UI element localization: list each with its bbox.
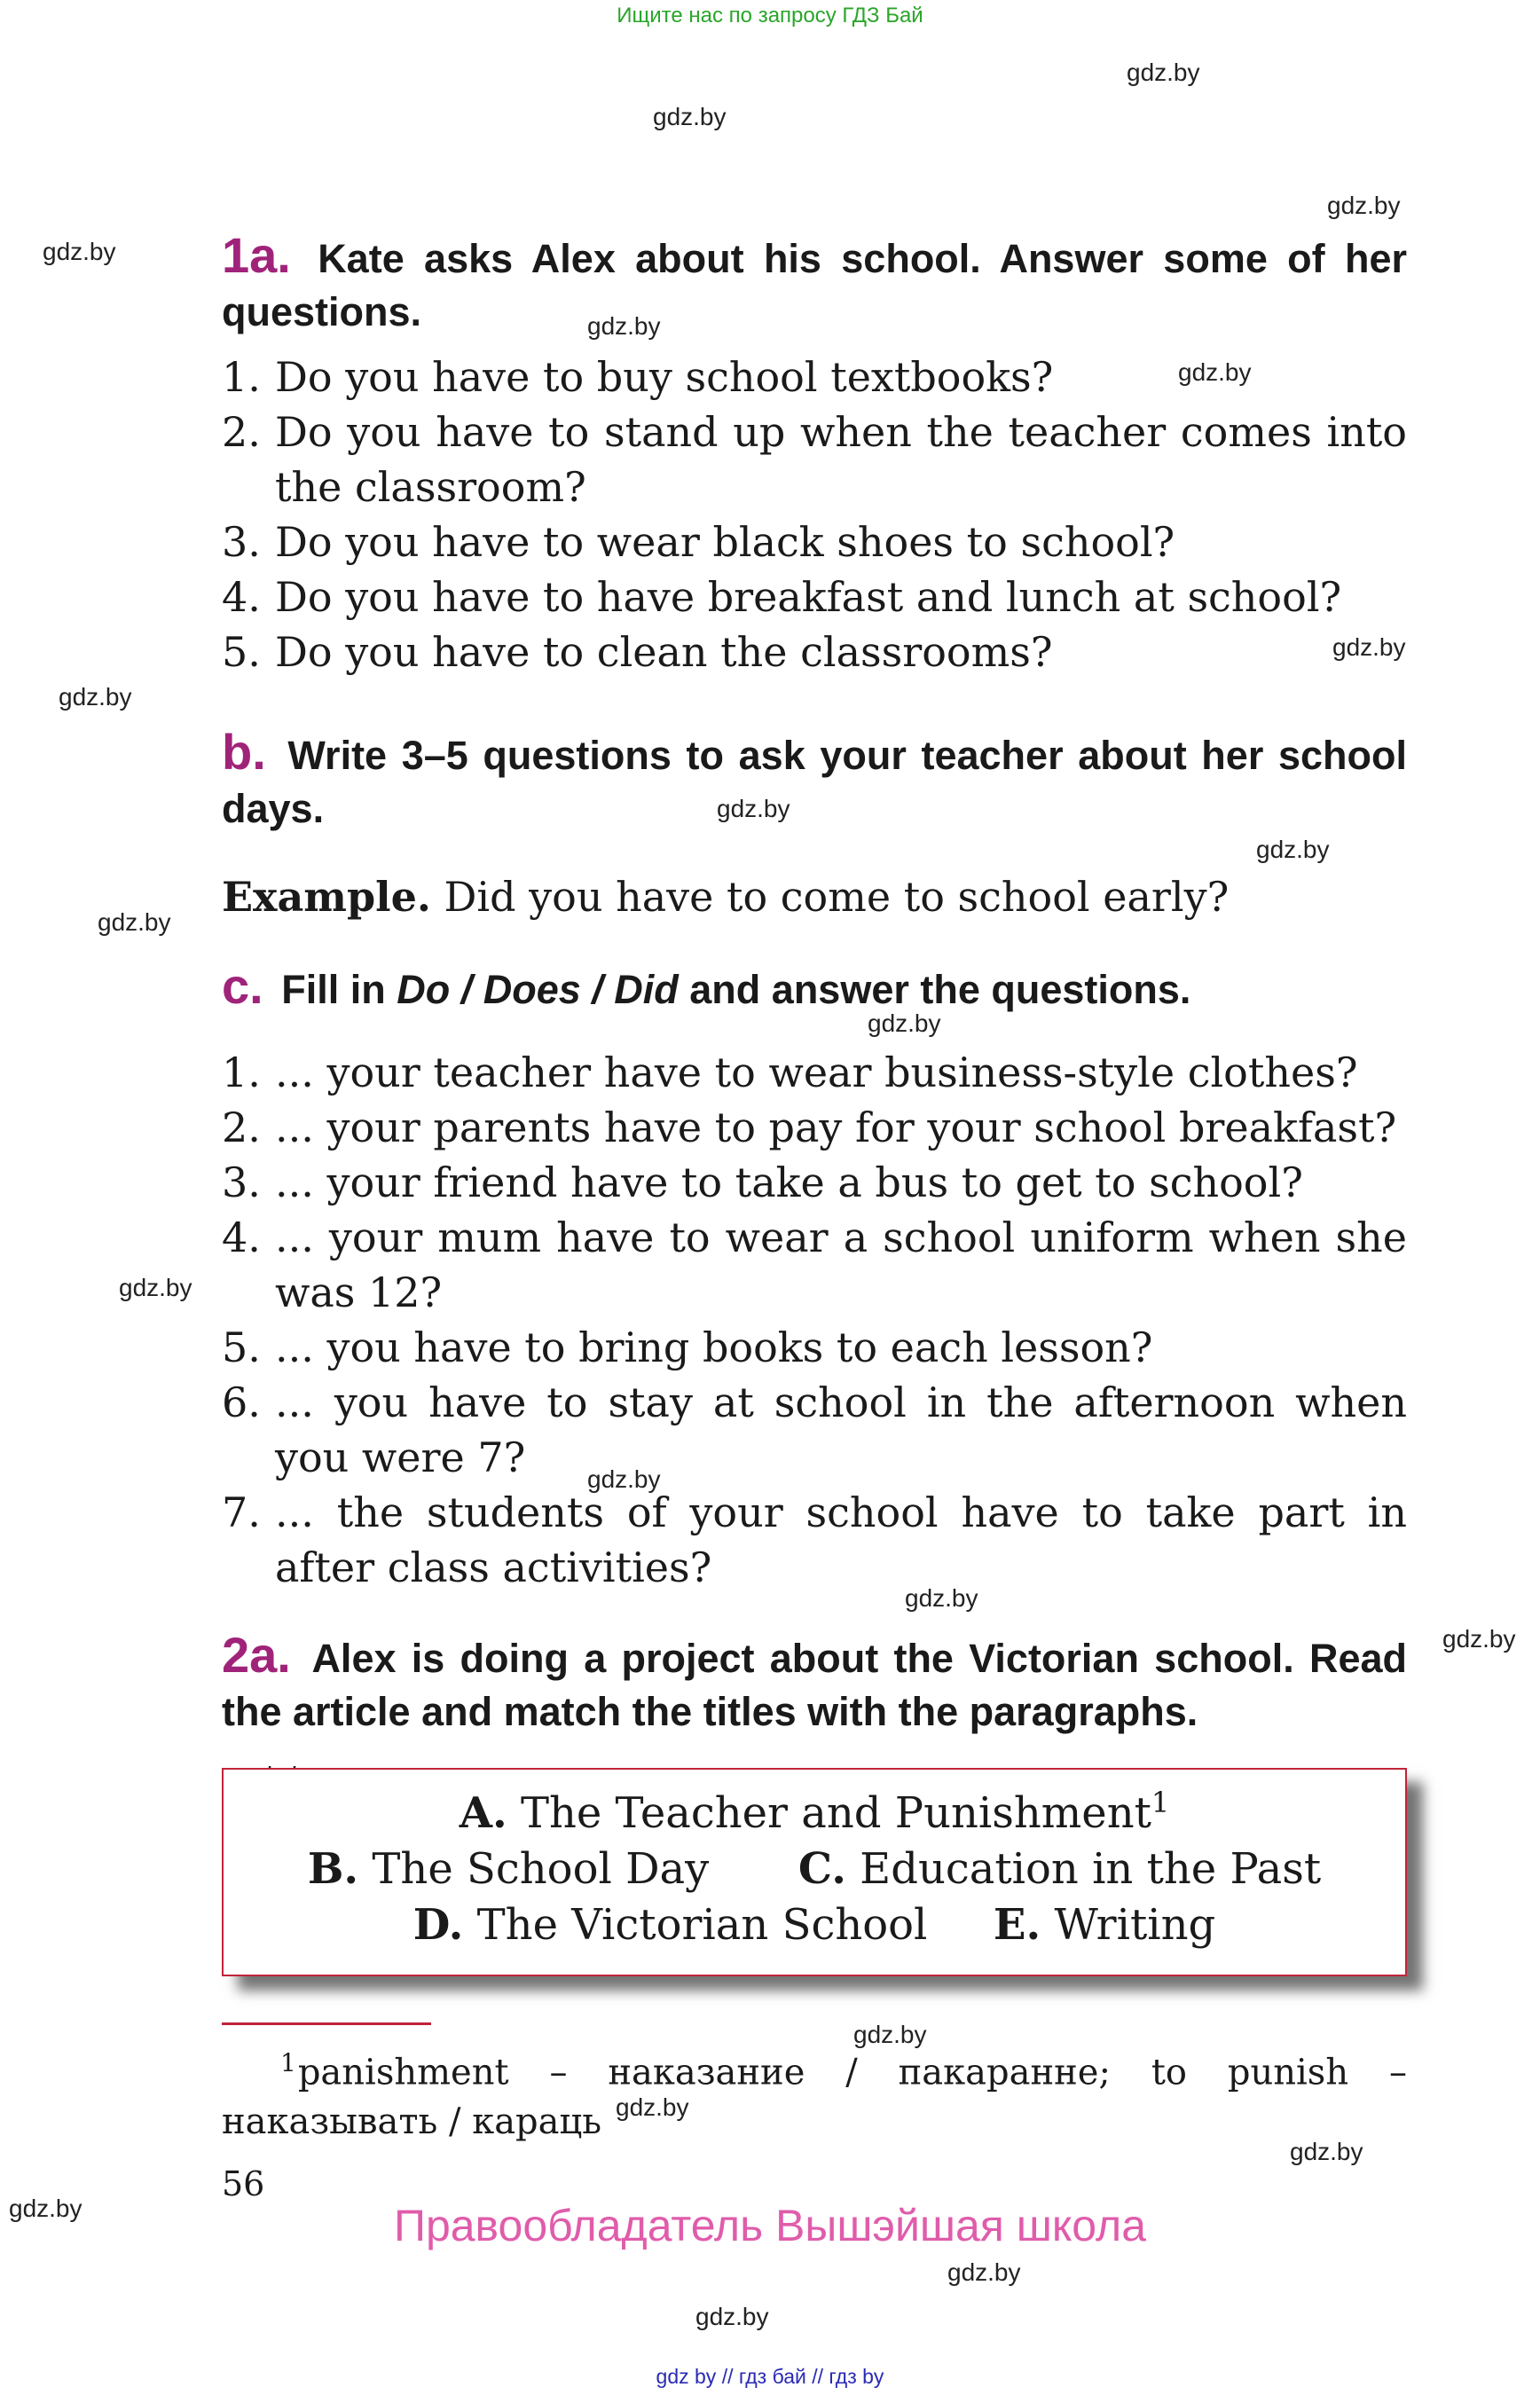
list-item: 2. Do you have to stand up when the teacher comes into the classroom? (222, 408, 1407, 511)
title-letter: B. (307, 1844, 359, 1894)
watermark: gdz.by (1442, 1625, 1516, 1653)
task-label: c. (222, 958, 263, 1014)
watermark: gdz.by (43, 238, 116, 265)
copyright-notice: Правообладатель Вышэйшая школа (394, 2201, 1146, 2250)
task-label: 2a. (222, 1627, 291, 1683)
task-instruction: Kate asks Alex about his school. Answer some of her questions. (222, 236, 1407, 334)
watermark: gdz.by (587, 312, 661, 340)
title-text: Education in the Past (860, 1844, 1322, 1894)
list-item: 7. ... the students of your school have to take part in after class activities? (222, 1488, 1407, 1591)
task-b-heading (222, 726, 1407, 836)
list-item: 5. Do you have to clean the classrooms? (222, 628, 1053, 676)
watermark: gdz.by (616, 2093, 689, 2121)
top-search-note: Ищите нас по запросу ГДЗ Бай (617, 4, 923, 27)
task-c-heading (222, 960, 1407, 1017)
example-text: Did you have to come to school early? (444, 873, 1230, 921)
watermark: gdz.by (905, 1584, 978, 1612)
list-item: 6. ... you have to stay at school in the afternoon when you were 7? (222, 1378, 1407, 1481)
watermark: gdz.by (98, 908, 171, 936)
list-item: 4. ... your mum have to wear a school uniform when she was 12? (222, 1213, 1407, 1316)
footnote-marker: 1 (1151, 1786, 1170, 1819)
list-item: 1. ... your teacher have to wear business-style clothes? (222, 1048, 1358, 1096)
watermark: gdz.by (1127, 59, 1200, 86)
watermark: gdz.by (1178, 358, 1252, 386)
watermark: gdz.by (9, 2195, 82, 2222)
footnote-marker: 1 (280, 2048, 296, 2077)
footnote (222, 2038, 1407, 2147)
task-instruction: Alex is doing a project about the Victorian school. Read the article and match the titles with the paragraphs. (222, 1636, 1407, 1734)
task-instruction: Write 3–5 questions to ask your teacher about her school days. (222, 733, 1407, 831)
list-item: 4. Do you have to have breakfast and lunch at school? (222, 573, 1342, 621)
title-row (224, 1842, 1405, 1897)
task-instruction: Fill in (281, 967, 386, 1012)
example-line (222, 869, 1407, 924)
watermark: gdz.by (717, 795, 790, 822)
task-c (222, 960, 1407, 1595)
list-item: 2. ... your parents have to pay for your school breakfast? (222, 1103, 1397, 1151)
title-letter: E. (993, 1900, 1041, 1950)
watermark: gdz.by (653, 103, 727, 130)
title-row (224, 1786, 1405, 1842)
watermark: gdz.by (59, 683, 132, 711)
watermark: gdz.by (947, 2258, 1021, 2286)
task-c-list (222, 1045, 1407, 1595)
watermark: gdz.by (1256, 836, 1330, 863)
titles-box (222, 1768, 1407, 1976)
title-text: The Victorian School (476, 1900, 928, 1950)
watermark: gdz.by (853, 2021, 927, 2048)
task-2a (222, 1629, 1407, 1739)
watermark: gdz.by (868, 1009, 941, 1037)
list-item: 5. ... you have to bring books to each lesson? (222, 1323, 1153, 1371)
footnote-divider (222, 2022, 431, 2025)
bottom-links[interactable]: gdz by // гдз бай // гдз by (656, 2365, 884, 2388)
title-text: The School Day (372, 1844, 710, 1894)
watermark: gdz.by (1332, 633, 1406, 661)
title-letter: A. (459, 1788, 507, 1838)
task-b (222, 726, 1407, 924)
watermark: gdz.by (587, 1465, 661, 1493)
task-2a-heading (222, 1629, 1407, 1739)
task-label: b. (222, 724, 266, 780)
example-label: Example. (222, 873, 431, 921)
title-text: Writing (1054, 1900, 1216, 1950)
title-letter: C. (798, 1844, 846, 1894)
list-item: 1. Do you have to buy school textbooks? (222, 353, 1054, 401)
task-1a-list (222, 349, 1407, 679)
task-instruction: and answer the questions. (689, 967, 1191, 1012)
watermark: gdz.by (1327, 192, 1401, 219)
list-item: 3. Do you have to wear black shoes to school? (222, 518, 1175, 566)
task-label: 1a. (222, 227, 291, 283)
footnote-text: panishment – наказание / пакаранне; to punish –наказывать / караць (222, 2052, 1407, 2143)
title-row (224, 1897, 1405, 1953)
task-instruction-italic: Do / Does / Did (397, 967, 679, 1012)
task-1a (222, 229, 1407, 679)
title-text: The Teacher and Punishment (520, 1788, 1151, 1838)
watermark: gdz.by (695, 2303, 769, 2330)
page-number: 56 (222, 2164, 265, 2203)
watermark: gdz.by (119, 1274, 192, 1301)
watermark: gdz.by (1290, 2138, 1363, 2165)
list-item: 3. ... your friend have to take a bus to get to school? (222, 1158, 1303, 1206)
task-1a-heading (222, 229, 1407, 339)
title-letter: D. (412, 1900, 464, 1950)
